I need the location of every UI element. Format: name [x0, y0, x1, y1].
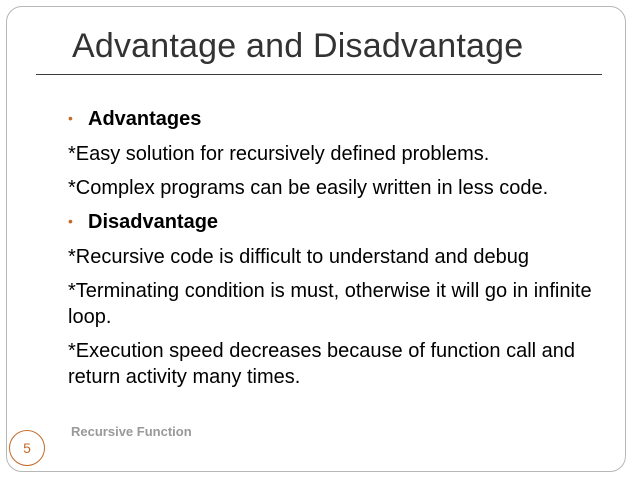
disadvantage-heading-row — [68, 209, 608, 236]
disadvantage-item: *Terminating condition is must, otherwise it will go in infinite loop. — [68, 280, 592, 328]
disadvantage-item: *Execution speed decreases because of function call and return activity many times. — [68, 340, 576, 388]
disadvantage-heading: Disadvantage — [88, 211, 219, 233]
slide-title: Advantage and Disadvantage — [72, 27, 524, 65]
advantage-item: *Complex programs can be easily written in less code. — [68, 177, 549, 199]
slide-number: 5 — [23, 440, 31, 456]
slide-content — [68, 106, 608, 398]
title-underline — [36, 74, 602, 75]
footer-text: Recursive Function — [71, 424, 192, 439]
advantage-item: *Easy solution for recursively defined problems. — [68, 143, 490, 165]
bullet-dot-icon: • — [68, 110, 73, 126]
disadvantage-item: *Recursive code is difficult to understand and debug — [68, 246, 530, 268]
slide-number-badge — [9, 430, 45, 466]
advantages-heading-row — [68, 106, 608, 133]
bullet-dot-icon: • — [68, 213, 73, 229]
advantages-heading: Advantages — [88, 108, 202, 130]
